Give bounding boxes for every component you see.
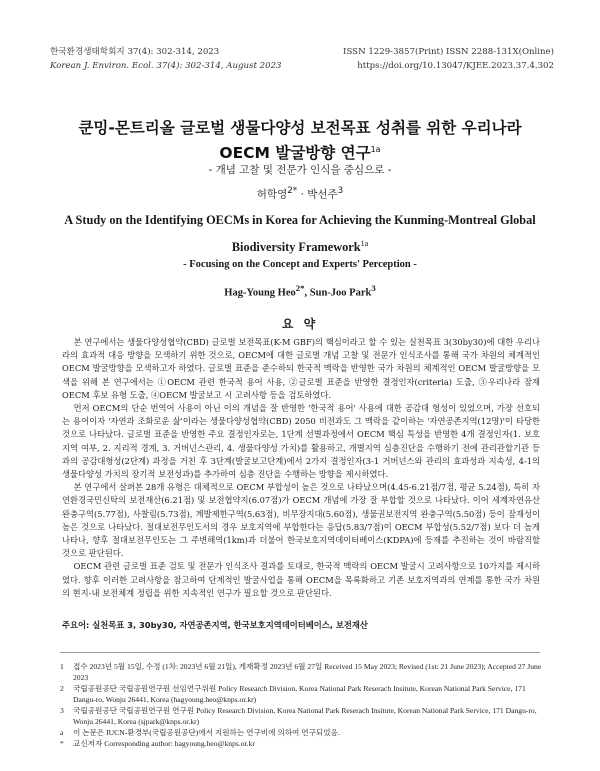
author-2-en-mark: 3 <box>371 283 376 293</box>
english-authors <box>0 283 600 299</box>
author-2-korean: 박선주 <box>307 188 338 201</box>
english-subtitle: - Focusing on the Concept and Experts' Perception - <box>183 259 417 270</box>
keywords-label: 주요어: <box>62 620 90 630</box>
keywords <box>62 619 540 631</box>
journal-citation <box>50 45 282 73</box>
footnote-affiliation-1 <box>60 683 542 705</box>
footnote-dates <box>60 661 542 683</box>
footnote-mark: 1 <box>60 662 64 671</box>
journal-citation-korean: 한국환경생태학회지 37(4): 302-314, 2023 <box>50 47 220 57</box>
footnote-mark: 3 <box>60 706 64 715</box>
author-1-en-mark: 2* <box>295 283 305 293</box>
footnote-funding <box>60 727 542 738</box>
korean-authors <box>0 186 600 202</box>
author-separator: · <box>300 188 304 201</box>
footnote-mark: a <box>60 728 64 737</box>
abstract-paragraph-4: OECM 관련 글로벌 표준 검토 및 전문가 인식조사 결과를 토대로, 한국적 맥락의 OECM 발굴시 고려사항으로 10가지를 제시하였다. 향후 이러한 고려사항을 참고하여 단계적인 발굴사업을 통해 OECM을 목록화하고 기존 보호지역과의 연계를 통한 국가 차원의 현지-내 보전체계 정립을 위한 지속적인 연구가 필요할 것으로 판단된다. <box>62 561 540 598</box>
english-title <box>40 209 560 259</box>
footnote-text: 교신저자 Corresponding author: hagyoung.heo@knps.or.kr <box>73 739 255 748</box>
footnote-text: 접수 2023년 5월 15일, 수정 (1차: 2023년 6월 21일), 게재확정 2023년 6월 27일 Received 15 May 2023; Revised (1st: 21 June 2023); Accepted 27 June 2023 <box>73 662 542 682</box>
abstract-heading: 요 약 <box>281 317 319 331</box>
footnote-text: 국립공원공단 국립공원연구원 선임연구위원 Policy Research Division, Korea National Park Reserach Insitute, Korean National Park Service, 171 Dangu-ro, Wonju 26441, Korea (hagyoung.heo@knps.or.kr) <box>73 684 526 704</box>
abstract-paragraph-2: 먼저 OECM의 단순 번역어 사용이 아닌 이의 개념을 잘 반영한 '한국적 용어' 사용에 대한 공감대 형성이 있었으며, 가장 선호되는 용어이자 '자연과 조화로운 삶'이라는 생물다양성협약(CBD) 2050 비전과도 그 맥락을 같이하는 '자연공존지역(12명)'이 타당한 것으로 나타났다. 글로벌 표준을 반영한 주요 결정인자로는, 1단계 선별과정에서 OECM 핵심 특성을 반영한 4개 결정인자(1. 보호지역 여부, 2. 지리적 경계, 3. 거버넌스관리, 4. 생물다양성 가치)를 활용하고, 개별지역 심층진단을 수행하기 전에 관리관할기관 등과의 공감대형성(2단계) 과정을 거친 후 3단계(발굴보고단계)에서 2가지 결정인자(3-1 거버넌스와 관리의 효과성과 지속성, 4-1의 생물다양성 가치의 장기적 보전성과)를 추가하여 심층 진단을 수행하는 방향을 제시하였다. <box>62 403 540 480</box>
author-1-english: Hag-Young Heo <box>224 287 296 299</box>
footnotes <box>60 661 542 749</box>
author-1-korean: 허학영 <box>256 188 288 201</box>
author-2-mark: 3 <box>337 186 344 196</box>
english-title-text: A Study on the Identifying OECMs in Korea for Achieving the Kunming-Montreal Global Biodiversity Framework <box>64 213 536 255</box>
korean-subtitle: - 개념 고찰 및 전문가 인식을 중심으로 - <box>208 164 392 176</box>
issn: ISSN 1229-3857(Print) ISSN 2288-131X(Online) <box>343 47 554 57</box>
author-1-mark: 2* <box>287 186 298 196</box>
footnote-mark: * <box>60 739 64 748</box>
footnote-affiliation-2 <box>60 705 542 727</box>
author-joiner: , <box>304 287 310 299</box>
footnote-text: 국립공원공단 국립공원연구원 연구원 Policy Research Division, Korea National Park Reserach Insitute, Korean National Park Service, 171 Dangu-ro, Wonju 26441, Korea (sjpark@knps.or.kr) <box>73 706 537 726</box>
author-2-english: Sun-Joo Park <box>309 287 372 299</box>
korean-title-text: 쿤밍-몬트리올 글로벌 생물다양성 보전목표 성취를 위한 우리나라 OECM 발굴방향 연구 <box>78 119 522 163</box>
footnote-text: 이 논문은 IUCN-환경부(국립공원공단)에서 지원하는 연구비에 의하여 연구되었음. <box>73 728 340 737</box>
footnote-corresponding-author <box>60 738 542 749</box>
korean-title <box>60 117 540 164</box>
footnote-mark: 2 <box>60 684 64 693</box>
journal-citation-english: Korean J. Environ. Ecol. 37(4): 302-314, August 2023 <box>50 61 282 71</box>
keywords-list: 실천목표 3, 30by30, 자연공존지역, 한국보호지역데이터베이스, 보전재산 <box>92 620 368 630</box>
abstract-body <box>62 336 540 600</box>
english-title-marker: 1a <box>360 239 369 248</box>
korean-title-marker: 1a <box>370 145 381 154</box>
abstract-paragraph-1: 본 연구에서는 생물다양성협약(CBD) 글로벌 보전목표(K-M GBF)의 핵심이라고 할 수 있는 실천목표 3(30by30)에 대한 우리나라의 효과적 대응 방향을 모색하기 위한 것으로, OECM에 대한 글로벌 개념 고찰 및 전문가 인식조사를 통해 국가 차원의 체계적인 OECM 발굴방향을 모색하고자 하였다. 글로벌 표준을 준수하되 한국적 맥락을 반영한 국가 차원의 체계적인 OECM 발굴방향을 모색을 위해 본 연구에서는 ①OECM 관련 한국적 용어 사용, ②글로벌 표준을 반영한 결정인자(criteria) 도출, ③우리나라 잠재 OECM 후보 유형 도출, ④OECM 발굴보고 시 고려사항 등을 검토하였다. <box>62 337 540 400</box>
doi-link[interactable]: https://doi.org/10.13047/KJEE.2023.37.4.302 <box>357 61 554 71</box>
footnote-divider <box>60 652 540 653</box>
abstract-paragraph-3: 본 연구에서 살펴본 28개 유형은 대체적으로 OECM 부합성이 높은 것으로 나타났으며(4.45-6.21점/7점, 평균 5.24점), 특히 자연환경국민신탁의 보전재산(6.21점) 및 보전협약지(6.07점)가 OECM 개념에 가장 잘 부합할 것으로 나타났다. 이어 세계자연유산 완충구역(5.77점), 사찰림(5.73점), 계발제한구역(5.63점), 비무장지대(5.60점), 생물권보전지역 완충구역(5.50점) 등이 잠재성이 높은 것으로 나타났다. 절대보전무인도서의 경우 보호지역에 부합한다는 응답(5.83/7점)이 OECM 부합성(5.52/7점) 보다 더 높게 나타나, 향후 절대보전무인도는 그 주변해역(1km)과 더불어 한국보호지역데이터베이스(KDPA)에 등재를 추진하는 것이 바람직할 것으로 판단된다. <box>62 482 540 559</box>
issn-doi <box>343 45 554 73</box>
